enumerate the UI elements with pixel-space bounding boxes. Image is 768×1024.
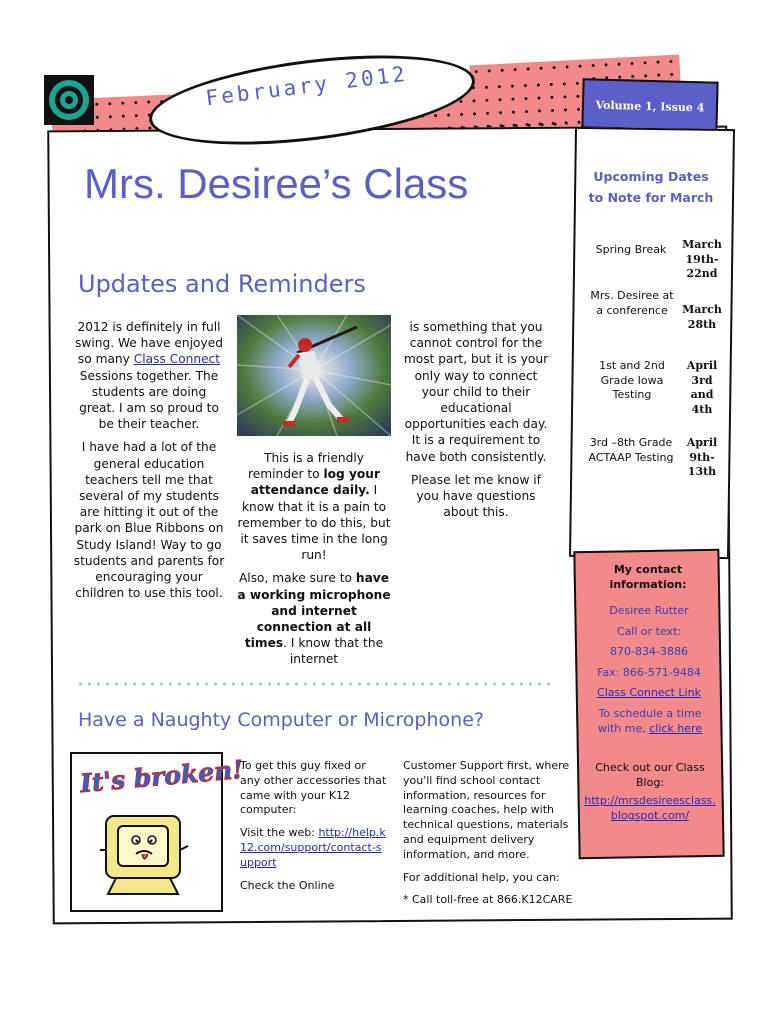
contact-fax: Fax: 866-571-9484 <box>597 666 701 679</box>
computer-paragraph: * Call toll-free at 866.K12CARE <box>403 893 573 907</box>
microphone-reminder: Also, make sure to have a working microphone and internet connection at all times. I know that the internet <box>237 571 391 667</box>
updates-paragraph: is something that you cannot control for the most part, but it is your only way to connect your child to their educational opportunities each day. It is a requirement to have both consistently. <box>403 320 549 464</box>
event-date: March 28th <box>682 303 722 331</box>
computer-paragraph: Check the Online <box>240 878 335 892</box>
computer-heading: Have a Naughty Computer or Microphone? <box>78 709 484 731</box>
event-label: Spring Break <box>595 243 667 256</box>
schedule-link[interactable]: click here <box>649 722 703 735</box>
computer-paragraph: For additional help, you can: <box>403 870 560 884</box>
computer-paragraph: Customer Support first, where you'll find school contact information, resources for learning coaches, help with technical questions, materials and equipment delivery information, and more. <box>403 759 570 861</box>
computer-paragraph: Visit the web: http://help.k12.com/support/contact-support <box>240 826 386 869</box>
newsletter-title: Mrs. Desiree’s Class <box>84 160 469 207</box>
k12-support-link[interactable]: http://help.k12.com/support/contact-support <box>240 826 386 869</box>
updates-column-1 <box>72 319 226 608</box>
contact-call-label: Call or text: <box>616 625 682 638</box>
broken-caption: It's broken! <box>79 754 245 799</box>
updates-paragraph: I have had a lot of the general education teachers tell me that several of my students are hitting it out of the park on Blue Ribbons on Study Island! Way to go students and parents for encouraging your children to use this tool. <box>73 440 225 601</box>
updates-heading: Updates and Reminders <box>78 270 366 298</box>
event-label: Mrs. Desiree at a conference <box>590 289 674 317</box>
contact-phone: 870-834-3886 <box>610 645 688 658</box>
broken-computer-clipart <box>70 752 245 912</box>
updates-column-3 <box>400 319 552 527</box>
attendance-reminder: This is a friendly reminder to log your attendance daily. I know that it is a pain to remember to do this, but it saves time in the long run! <box>237 451 391 563</box>
computer-paragraph: To get this guy fixed or any other accessories that came with your K12 computer: <box>240 759 387 817</box>
baseball-player-image <box>237 315 391 436</box>
class-connect-link[interactable]: Class Connect <box>133 352 221 367</box>
issue-date: February 2012 <box>204 61 410 111</box>
blog-text: Check out our Class Blog: <box>595 761 705 789</box>
updates-column-2 <box>237 450 391 675</box>
blog-link[interactable]: http://mrsdesireesclass.blogspot.com/ <box>584 794 716 822</box>
event-label: 1st and 2nd Grade Iowa Testing <box>599 359 665 401</box>
target-icon <box>44 75 94 125</box>
class-connect-link-sidebar[interactable]: Class Connect Link <box>597 686 701 699</box>
event-date: April 3rd and 4th <box>686 359 718 416</box>
section-divider <box>76 681 550 687</box>
schedule-text: To schedule a time with me, click here <box>597 707 703 735</box>
computer-icon <box>96 810 196 902</box>
volume-badge: Volume 1, Issue 4 <box>581 78 718 132</box>
upcoming-dates-heading: Upcoming Dates to Note for March <box>588 169 714 205</box>
updates-paragraph: Please let me know if you have questions about this. <box>411 472 541 520</box>
updates-paragraph: 2012 is definitely in full swing. We have enjoyed so many Class Connect Sessions together. The students are doing great. I am so proud to be their teacher. <box>75 320 223 432</box>
contact-heading: My contact information: <box>609 563 687 591</box>
contact-name: Desiree Rutter <box>609 604 689 617</box>
event-label: 3rd –8th Grade ACTAAP Testing <box>588 436 674 464</box>
event-date: April 9th-13th <box>686 436 718 478</box>
event-date: March 19th-22nd <box>682 238 722 280</box>
computer-column-1 <box>240 759 388 901</box>
computer-column-2 <box>403 759 575 916</box>
